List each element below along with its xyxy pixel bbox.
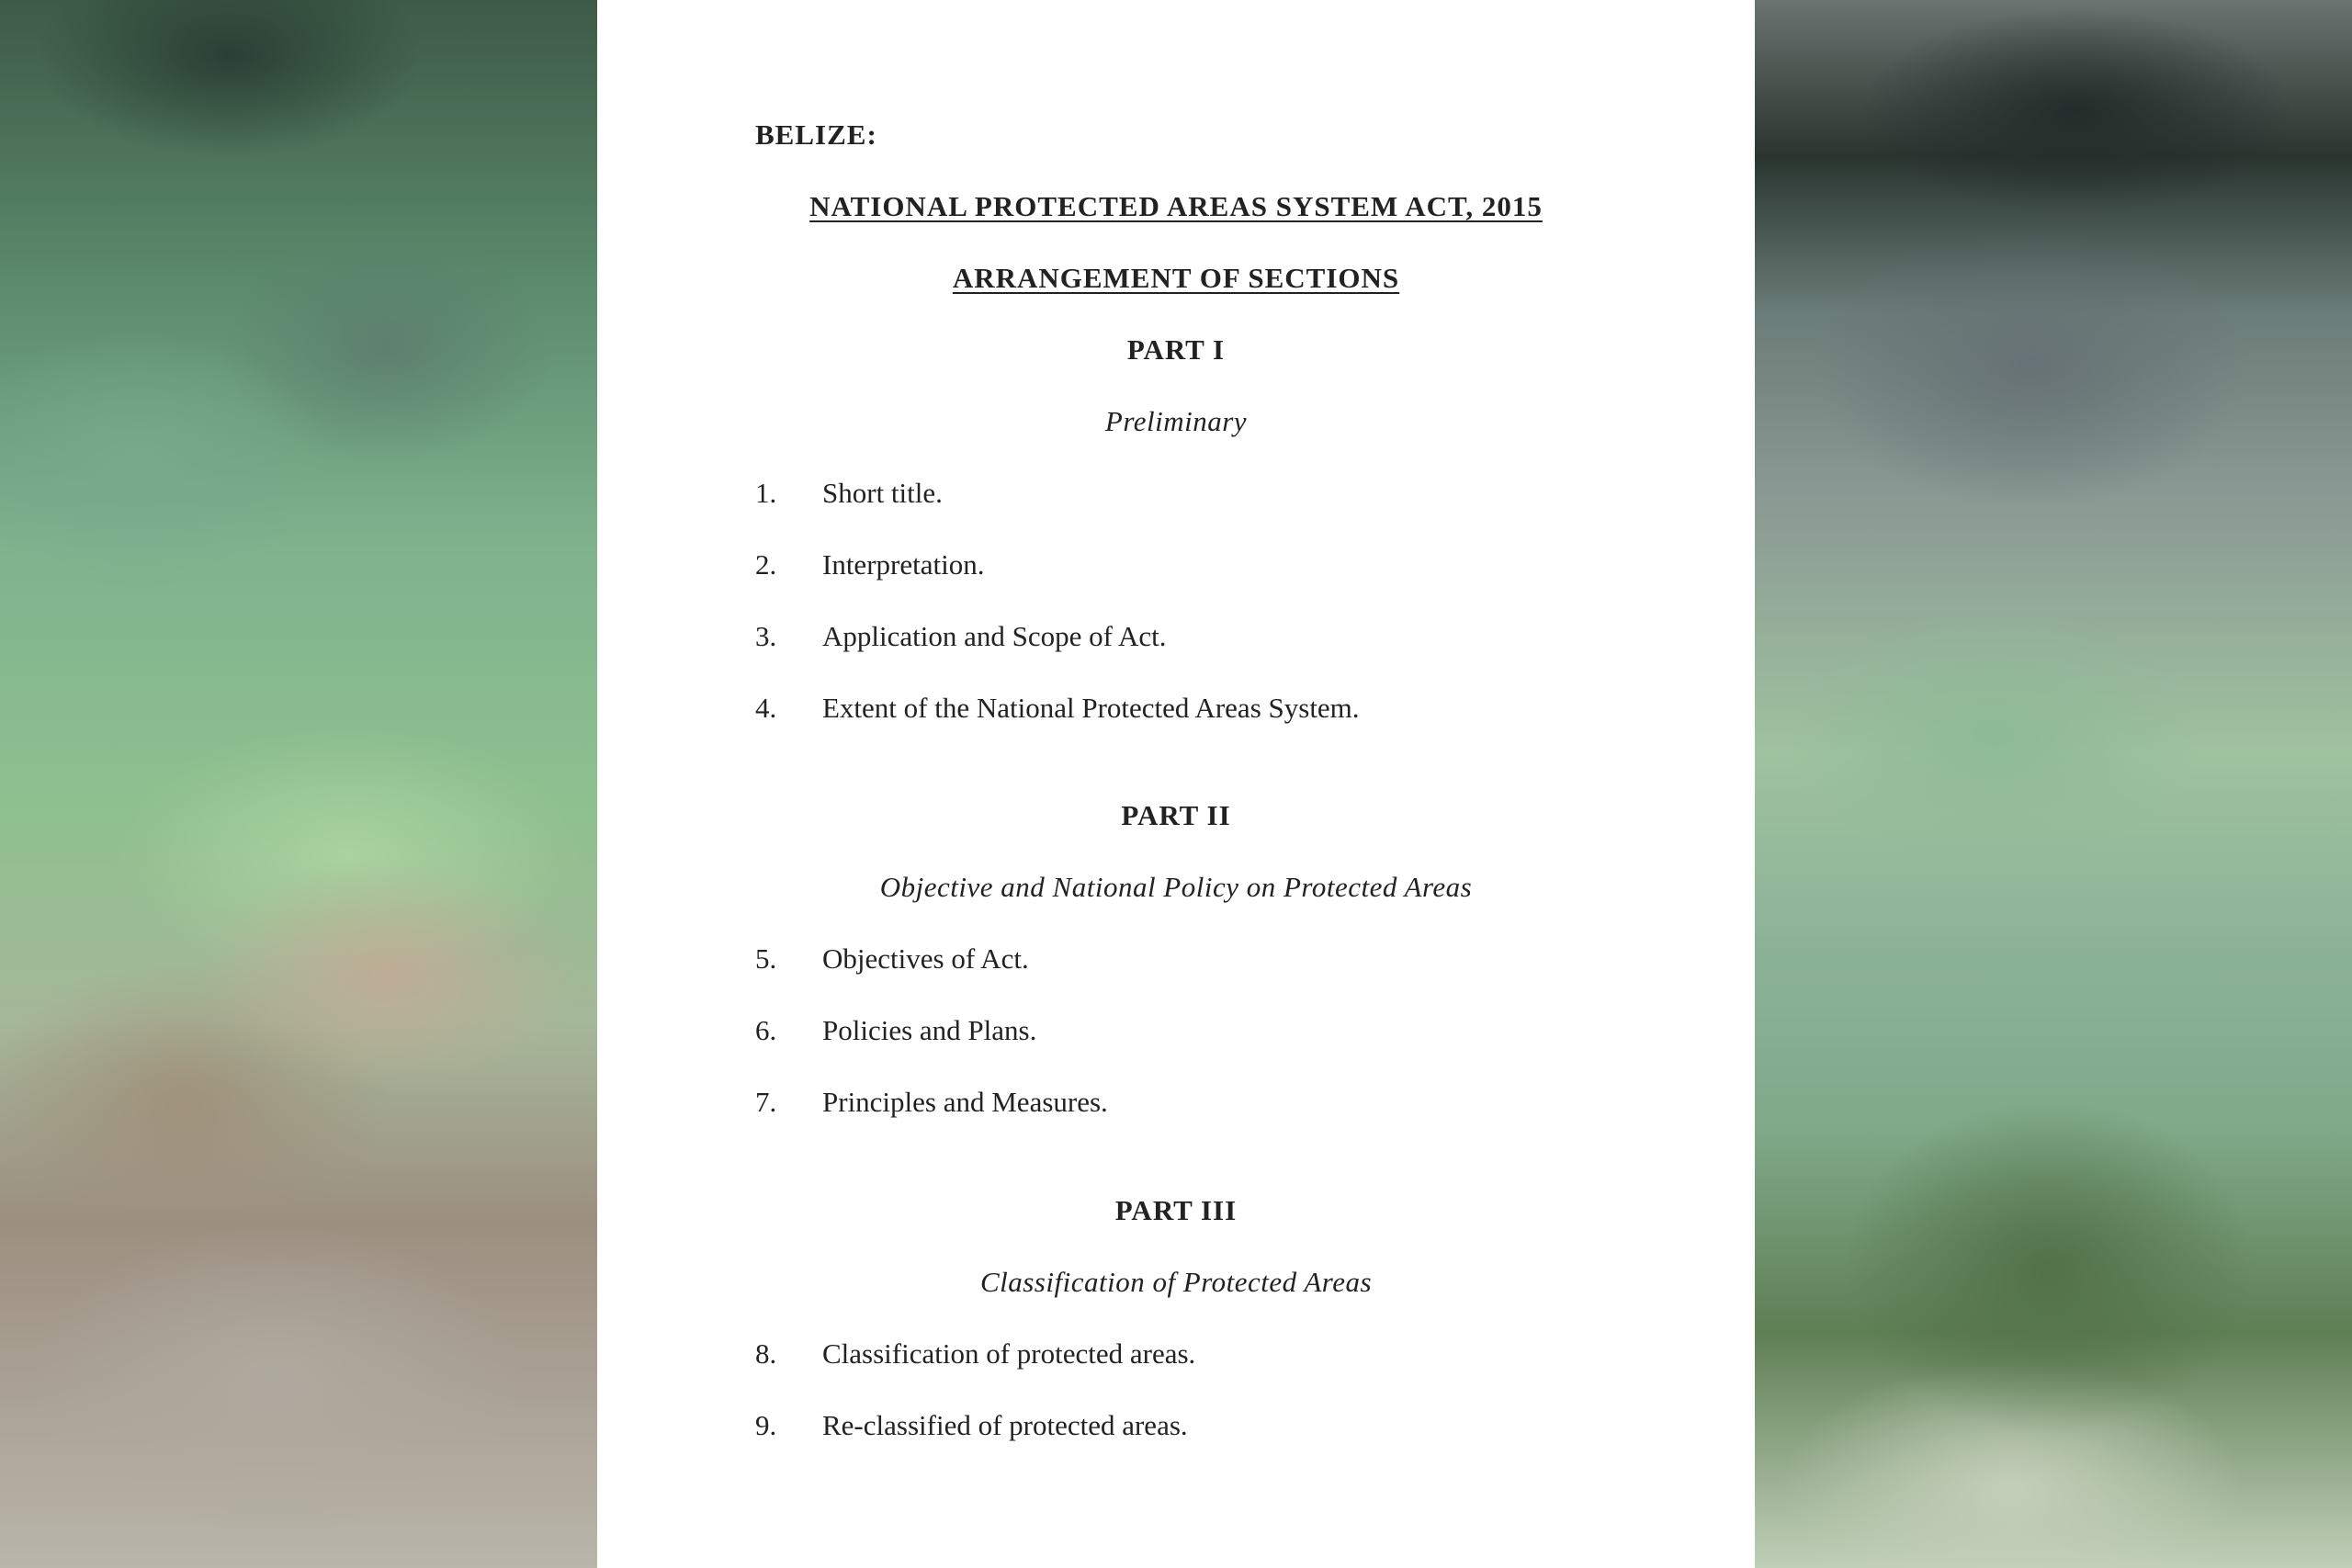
section-title: Extent of the National Protected Areas System. <box>822 692 1360 724</box>
section-title: Policies and Plans. <box>822 1014 1037 1046</box>
blurred-background-left <box>0 0 597 1568</box>
section-number: 8. <box>755 1337 777 1370</box>
part-heading: PART I <box>1126 333 1226 366</box>
part-subtitle: Objective and National Policy on Protected Areas <box>879 871 1473 903</box>
blurred-background-right <box>1755 0 2352 1568</box>
section-title: Short title. <box>822 477 943 509</box>
country-heading: BELIZE: <box>755 118 877 151</box>
part-subtitle: Classification of Protected Areas <box>979 1266 1373 1298</box>
arrangement-heading: ARRANGEMENT OF SECTIONS <box>952 262 1400 294</box>
section-number: 6. <box>755 1014 777 1046</box>
section-title: Classification of protected areas. <box>822 1337 1196 1370</box>
section-number: 1. <box>755 477 777 509</box>
act-title: NATIONAL PROTECTED AREAS SYSTEM ACT, 2015 <box>809 190 1543 222</box>
section-number: 4. <box>755 692 777 724</box>
section-number: 5. <box>755 942 777 975</box>
section-number: 3. <box>755 620 777 652</box>
part-heading: PART III <box>1114 1194 1238 1226</box>
section-title: Interpretation. <box>822 548 985 581</box>
section-title: Principles and Measures. <box>822 1086 1108 1118</box>
section-number: 7. <box>755 1086 777 1118</box>
section-title: Application and Scope of Act. <box>822 620 1167 652</box>
part-heading: PART II <box>1121 799 1231 831</box>
section-number: 9. <box>755 1409 777 1441</box>
section-number: 2. <box>755 548 777 581</box>
part-subtitle: Preliminary <box>1104 405 1248 437</box>
document-page <box>597 0 1755 1568</box>
section-title: Objectives of Act. <box>822 942 1029 975</box>
section-title: Re-classified of protected areas. <box>822 1409 1188 1441</box>
